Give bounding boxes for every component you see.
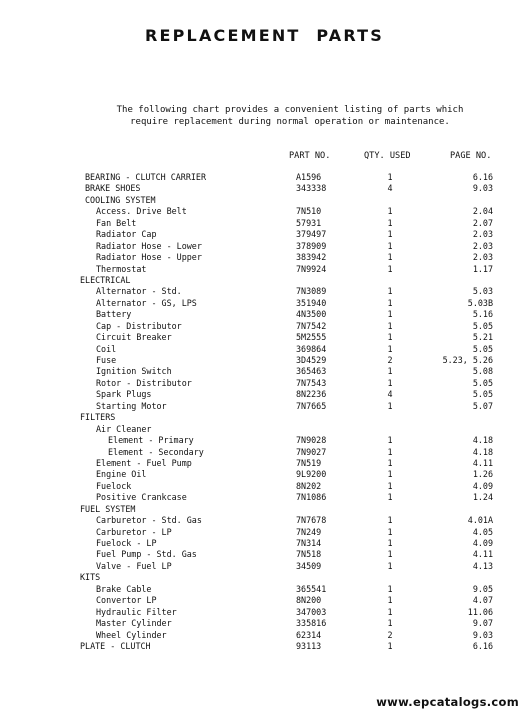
header-part-no: PART NO. xyxy=(289,151,331,161)
part-name: Element - Fuel Pump xyxy=(96,457,192,468)
page-number: 6.16 xyxy=(472,172,493,182)
part-name: Circuit Breaker xyxy=(96,332,172,343)
quantity-used: 1 xyxy=(387,263,393,274)
table-row xyxy=(0,229,529,240)
footer-watermark[interactable]: www.epcatalogs.com xyxy=(376,695,519,709)
quantity-used: 1 xyxy=(387,492,393,503)
table-row xyxy=(0,321,529,332)
quantity-used: 1 xyxy=(387,583,393,594)
quantity-used: 1 xyxy=(387,240,393,251)
page-number: 5.03B xyxy=(467,297,493,308)
table-row xyxy=(0,183,529,194)
page-number: 5.03 xyxy=(472,286,493,297)
table-row xyxy=(0,561,529,572)
page-number: 5.05 xyxy=(472,377,493,388)
part-name: Air Cleaner xyxy=(96,423,152,434)
quantity-used: 1 xyxy=(387,618,393,629)
table-row xyxy=(0,527,529,538)
quantity-used: 1 xyxy=(387,172,393,182)
page-number: 4.18 xyxy=(472,446,493,457)
quantity-used: 1 xyxy=(387,297,393,308)
page-title: REPLACEMENT PARTS xyxy=(144,26,385,45)
table-row xyxy=(0,469,529,480)
quantity-used: 1 xyxy=(387,595,393,606)
quantity-used: 1 xyxy=(387,377,393,388)
part-number: 7N510 xyxy=(296,206,322,217)
page-number: 2.03 xyxy=(472,252,493,263)
part-number: 378909 xyxy=(296,240,327,251)
table-row xyxy=(0,595,529,606)
part-name: Fan Belt xyxy=(96,217,137,228)
part-name: Spark Plugs xyxy=(96,389,152,400)
part-name: PLATE - CLUTCH xyxy=(80,640,151,651)
part-number: 4N3500 xyxy=(296,309,327,320)
part-number: A1596 xyxy=(296,172,322,182)
intro-paragraph xyxy=(60,104,520,128)
page-number: 1.26 xyxy=(472,469,493,480)
part-number: 379497 xyxy=(296,229,327,240)
table-row xyxy=(0,252,529,263)
part-name: Fuelock - LP xyxy=(96,538,157,548)
part-number: 7N7665 xyxy=(296,400,327,411)
page-number: 5.21 xyxy=(472,332,493,343)
quantity-used: 1 xyxy=(387,446,393,457)
part-name: Cap - Distributor xyxy=(96,320,182,331)
table-row xyxy=(0,572,529,583)
page-number: 9.03 xyxy=(472,183,493,194)
page-number: 9.07 xyxy=(472,618,493,629)
page-number: 9.03 xyxy=(472,629,493,640)
part-number: 8N2236 xyxy=(296,389,327,400)
page-number: 2.04 xyxy=(472,206,493,217)
intro-line: The following chart provides a convenient listing of parts which xyxy=(116,105,464,115)
quantity-used: 1 xyxy=(387,640,393,651)
quantity-used: 1 xyxy=(387,332,393,343)
quantity-used: 1 xyxy=(387,309,393,320)
part-name: Starting Motor xyxy=(96,400,167,411)
quantity-used: 1 xyxy=(387,286,393,297)
page-number: 4.01A xyxy=(467,515,493,526)
part-number: 62314 xyxy=(296,629,322,640)
part-name: Carburetor - LP xyxy=(96,526,172,537)
table-row xyxy=(0,389,529,400)
table-row xyxy=(0,447,529,458)
intro-line: require replacement during normal operation or maintenance. xyxy=(130,117,450,127)
part-name: Radiator Hose - Upper xyxy=(96,252,202,263)
quantity-used: 1 xyxy=(387,457,393,468)
table-row xyxy=(0,241,529,252)
part-name: Rotor - Distributor xyxy=(96,377,192,388)
part-name: Positive Crankcase xyxy=(96,492,187,503)
table-row xyxy=(0,618,529,629)
part-name: Carburetor - Std. Gas xyxy=(96,515,202,526)
page-number: 5.05 xyxy=(472,343,493,354)
page-number: 4.09 xyxy=(472,538,493,548)
table-row xyxy=(0,309,529,320)
part-number: 383942 xyxy=(296,252,327,263)
part-number: 5M2555 xyxy=(296,332,327,343)
quantity-used: 2 xyxy=(387,355,393,365)
table-row xyxy=(0,538,529,549)
quantity-used: 1 xyxy=(387,526,393,537)
part-number: 7N7542 xyxy=(296,320,327,331)
page-number: 11.06 xyxy=(467,606,493,617)
quantity-used: 1 xyxy=(387,343,393,354)
page-number: 5.23, 5.26 xyxy=(442,355,493,365)
page-number: 2.07 xyxy=(472,217,493,228)
page-number: 2.03 xyxy=(472,240,493,251)
page-number: 4.11 xyxy=(472,549,493,560)
quantity-used: 1 xyxy=(387,606,393,617)
part-number: 7N9027 xyxy=(296,446,327,457)
part-name: FILTERS xyxy=(80,412,116,423)
part-name: BEARING - CLUTCH CARRIER xyxy=(85,172,207,182)
part-name: KITS xyxy=(80,572,101,583)
page-number: 4.05 xyxy=(472,526,493,537)
page-number: 5.08 xyxy=(472,366,493,377)
page-number: 4.09 xyxy=(472,480,493,491)
part-number: 7N314 xyxy=(296,538,322,548)
part-name: Valve - Fuel LP xyxy=(96,560,172,571)
part-number: 57931 xyxy=(296,217,322,228)
quantity-used: 1 xyxy=(387,515,393,526)
table-row xyxy=(0,412,529,423)
page-number: 5.05 xyxy=(472,320,493,331)
part-number: 7N519 xyxy=(296,457,322,468)
page-number: 5.16 xyxy=(472,309,493,320)
part-number: 347003 xyxy=(296,606,327,617)
table-row xyxy=(0,481,529,492)
part-name: Master Cylinder xyxy=(96,618,172,629)
quantity-used: 1 xyxy=(387,480,393,491)
part-name: Fuse xyxy=(96,355,117,365)
part-number: 7N9924 xyxy=(296,263,327,274)
page-number: 1.17 xyxy=(472,263,493,274)
quantity-used: 1 xyxy=(387,538,393,548)
part-name: FUEL SYSTEM xyxy=(80,503,136,514)
page-number: 5.05 xyxy=(472,389,493,400)
table-row xyxy=(0,275,529,286)
table-row xyxy=(0,206,529,217)
part-number: 8N200 xyxy=(296,595,322,606)
table-row xyxy=(0,584,529,595)
part-name: Hydraulic Filter xyxy=(96,606,177,617)
table-row xyxy=(0,298,529,309)
page-number: 2.03 xyxy=(472,229,493,240)
part-name: BRAKE SHOES xyxy=(85,183,141,194)
part-number: 351940 xyxy=(296,297,327,308)
part-number: 365463 xyxy=(296,366,327,377)
part-name: Engine Oil xyxy=(96,469,147,480)
header-page-no: PAGE NO. xyxy=(450,151,492,161)
part-name: Convertor LP xyxy=(96,595,157,606)
quantity-used: 1 xyxy=(387,560,393,571)
part-name: Element - Primary xyxy=(108,435,194,446)
part-name: Ignition Switch xyxy=(96,366,172,377)
page-number: 6.16 xyxy=(472,640,493,651)
part-name: Access. Drive Belt xyxy=(96,206,187,217)
table-row xyxy=(0,264,529,275)
table-row xyxy=(0,630,529,641)
header-qty-used: QTY. USED xyxy=(364,151,411,161)
quantity-used: 1 xyxy=(387,217,393,228)
part-name: Coil xyxy=(96,343,117,354)
table-row xyxy=(0,492,529,503)
part-number: 369864 xyxy=(296,343,327,354)
part-number: 34509 xyxy=(296,560,322,571)
quantity-used: 1 xyxy=(387,366,393,377)
table-row xyxy=(0,435,529,446)
part-number: 335816 xyxy=(296,618,327,629)
quantity-used: 4 xyxy=(387,183,393,194)
page-number: 5.07 xyxy=(472,400,493,411)
part-name: Alternator - Std. xyxy=(96,286,182,297)
part-number: 8N202 xyxy=(296,480,322,491)
quantity-used: 1 xyxy=(387,469,393,480)
table-row xyxy=(0,401,529,412)
table-row xyxy=(0,458,529,469)
table-row xyxy=(0,504,529,515)
part-number: 9L9200 xyxy=(296,469,327,480)
part-name: Wheel Cylinder xyxy=(96,629,167,640)
part-number: 7N518 xyxy=(296,549,322,560)
table-row xyxy=(0,641,529,652)
quantity-used: 1 xyxy=(387,435,393,446)
quantity-used: 1 xyxy=(387,400,393,411)
table-row xyxy=(0,355,529,366)
part-number: 343338 xyxy=(296,183,327,194)
page-number: 4.18 xyxy=(472,435,493,446)
part-name: Fuelock xyxy=(96,480,132,491)
part-name: Radiator Hose - Lower xyxy=(96,240,202,251)
table-row xyxy=(0,366,529,377)
table-row xyxy=(0,332,529,343)
part-name: Radiator Cap xyxy=(96,229,157,240)
table-row xyxy=(0,195,529,206)
part-number: 7N249 xyxy=(296,526,322,537)
table-row xyxy=(0,515,529,526)
part-number: 7N3089 xyxy=(296,286,327,297)
part-name: Element - Secondary xyxy=(108,446,204,457)
part-number: 7N7543 xyxy=(296,377,327,388)
page-number: 4.11 xyxy=(472,457,493,468)
part-name: ELECTRICAL xyxy=(80,274,131,285)
part-number: 7N1086 xyxy=(296,492,327,503)
part-name: COOLING SYSTEM xyxy=(85,194,156,205)
table-row xyxy=(0,172,529,183)
quantity-used: 1 xyxy=(387,206,393,217)
part-number: 7N7678 xyxy=(296,515,327,526)
part-name: Fuel Pump - Std. Gas xyxy=(96,549,197,560)
page-number: 4.07 xyxy=(472,595,493,606)
part-name: Thermostat xyxy=(96,263,147,274)
part-number: 7N9028 xyxy=(296,435,327,446)
page-number: 1.24 xyxy=(472,492,493,503)
part-name: Alternator - GS, LPS xyxy=(96,297,197,308)
table-row xyxy=(0,607,529,618)
part-number: 365541 xyxy=(296,583,327,594)
part-name: Battery xyxy=(96,309,132,320)
parts-table xyxy=(0,172,529,652)
quantity-used: 4 xyxy=(387,389,393,400)
table-row xyxy=(0,549,529,560)
part-number: 93113 xyxy=(296,640,322,651)
quantity-used: 2 xyxy=(387,629,393,640)
page-number: 9.05 xyxy=(472,583,493,594)
quantity-used: 1 xyxy=(387,549,393,560)
part-number: 3D4529 xyxy=(296,355,327,365)
quantity-used: 1 xyxy=(387,252,393,263)
table-row xyxy=(0,344,529,355)
table-row xyxy=(0,286,529,297)
page-number: 4.13 xyxy=(472,560,493,571)
quantity-used: 1 xyxy=(387,320,393,331)
quantity-used: 1 xyxy=(387,229,393,240)
table-row xyxy=(0,424,529,435)
part-name: Brake Cable xyxy=(96,583,152,594)
table-row xyxy=(0,218,529,229)
table-row xyxy=(0,378,529,389)
